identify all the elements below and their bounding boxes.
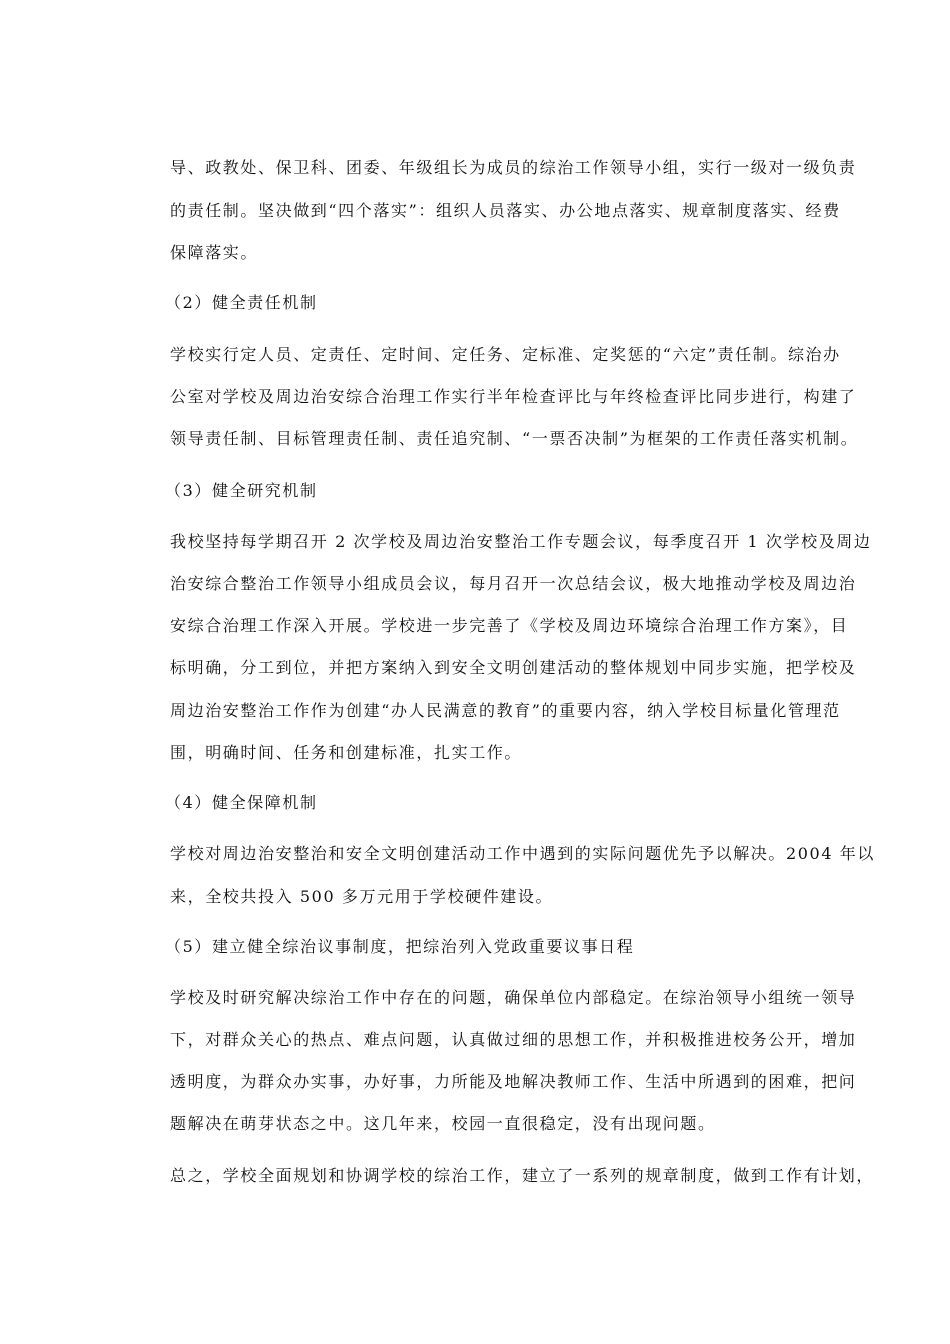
body-line: 领导责任制、目标管理责任制、责任追究制、“一票否决制”为框架的工作责任落实机制。 xyxy=(170,429,859,448)
body-line: 保障落实。 xyxy=(170,243,259,262)
body-line: 学校及时研究解决综治工作中存在的问题，确保单位内部稳定。在综治领导小组统一领导 xyxy=(170,988,857,1007)
body-line: 标明确，分工到位，并把方案纳入到安全文明创建活动的整体规划中同步实施，把学校及 xyxy=(170,658,857,677)
body-line: 下，对群众关心的热点、难点问题，认真做过细的思想工作，并积极推进校务公开，增加 xyxy=(170,1030,857,1049)
body-line: 公室对学校及周边治安综合治理工作实行半年检查评比与年终检查评比同步进行，构建了 xyxy=(170,387,857,406)
body-line: 安综合治理工作深入开展。学校进一步完善了《学校及周边环境综合治理工作方案》，目 xyxy=(170,616,849,635)
body-line: 透明度，为群众办实事，办好事，力所能及地解决教师工作、生活中所遇到的困难，把问 xyxy=(170,1072,857,1091)
body-line: 总之，学校全面规划和协调学校的综治工作，建立了一系列的规章制度，做到工作有计划， xyxy=(170,1166,875,1185)
section-heading: （4）健全保障机制 xyxy=(165,793,318,812)
section-heading: （3）健全研究机制 xyxy=(165,481,318,500)
body-line: 学校对周边治安整治和安全文明创建活动工作中遇到的实际问题优先予以解决。2004 年以 xyxy=(170,844,876,863)
body-line: 题解决在萌芽状态之中。这几年来，校园一直很稳定，没有出现问题。 xyxy=(170,1114,716,1133)
body-line: 来，全校共投入 500 多万元用于学校硬件建设。 xyxy=(170,887,554,906)
body-line: 治安综合整治工作领导小组成员会议，每月召开一次总结会议，极大地推动学校及周边治 xyxy=(170,574,857,593)
section-heading: （5）建立健全综治议事制度，把综治列入党政重要议事日程 xyxy=(165,937,635,956)
section-heading: （2）健全责任机制 xyxy=(165,293,318,312)
body-line: 围，明确时间、任务和创建标准，扎实工作。 xyxy=(170,743,523,762)
body-line: 周边治安整治工作作为创建“办人民满意的教育”的重要内容，纳入学校目标量化管理范 xyxy=(170,701,841,720)
body-line: 我校坚持每学期召开 2 次学校及周边治安整治工作专题会议，每季度召开 1 次学校及周边 xyxy=(170,532,872,551)
body-line: 学校实行定人员、定责任、定时间、定任务、定标准、定奖惩的“六定”责任制。综治办 xyxy=(170,345,841,364)
body-line: 导、政教处、保卫科、团委、年级组长为成员的综治工作领导小组，实行一级对一级负责 xyxy=(170,158,857,177)
body-line: 的责任制。坚决做到“四个落实”：组织人员落实、办公地点落实、规章制度落实、经费 xyxy=(170,201,841,220)
